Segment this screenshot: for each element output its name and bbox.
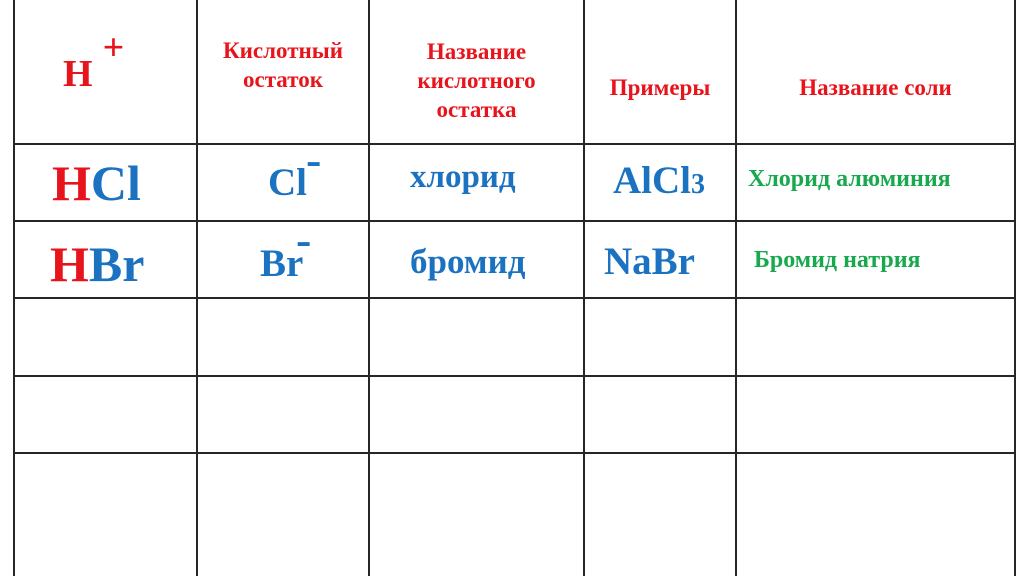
acid-formula <box>50 236 145 292</box>
residue-name: бромид <box>410 242 526 281</box>
acid-hydrogen: H <box>50 236 89 292</box>
header-examples: Примеры <box>609 75 711 100</box>
acid-residue-part: Br <box>88 236 145 292</box>
grid-line <box>13 143 1016 145</box>
grid-line <box>13 375 1016 377</box>
acid-residue-part: Cl <box>90 155 141 211</box>
residue-ion <box>268 134 322 204</box>
header-hydrogen-ion <box>63 27 125 95</box>
hydrogen-charge: + <box>102 27 125 69</box>
acid-formula <box>52 155 141 211</box>
residue-charge: - <box>306 134 322 185</box>
header-acid-residue <box>198 36 368 94</box>
header-text: остаток <box>243 67 323 92</box>
header-text: Кислотный <box>223 38 343 63</box>
salt-name: Бромид натрия <box>754 247 921 273</box>
grid-line <box>13 297 1016 299</box>
example-formula <box>613 161 705 200</box>
header-salt-name: Название соли <box>799 75 952 100</box>
example-formula <box>604 242 695 281</box>
grid-line <box>13 0 15 576</box>
header-text: остатка <box>436 97 517 122</box>
header-residue-name <box>370 37 583 124</box>
header-text: Название <box>426 39 527 64</box>
header-text: кислотного <box>417 68 536 93</box>
hydrogen-symbol: H <box>63 53 93 95</box>
residue-ion <box>260 214 312 285</box>
salt-name: Хлорид алюминия <box>748 166 951 192</box>
example-formula-text: NaBr <box>604 240 695 283</box>
residue-symbol: Br <box>260 242 304 285</box>
residue-charge: - <box>296 214 312 265</box>
grid-line <box>1014 0 1016 576</box>
grid-line <box>13 220 1016 222</box>
grid-line <box>13 452 1016 454</box>
residue-symbol: Cl <box>268 161 307 204</box>
residue-name: хлорид <box>410 159 516 195</box>
acid-hydrogen: H <box>52 155 91 211</box>
example-formula-index: 3 <box>691 169 705 200</box>
example-formula-text: AlCl <box>613 159 691 202</box>
